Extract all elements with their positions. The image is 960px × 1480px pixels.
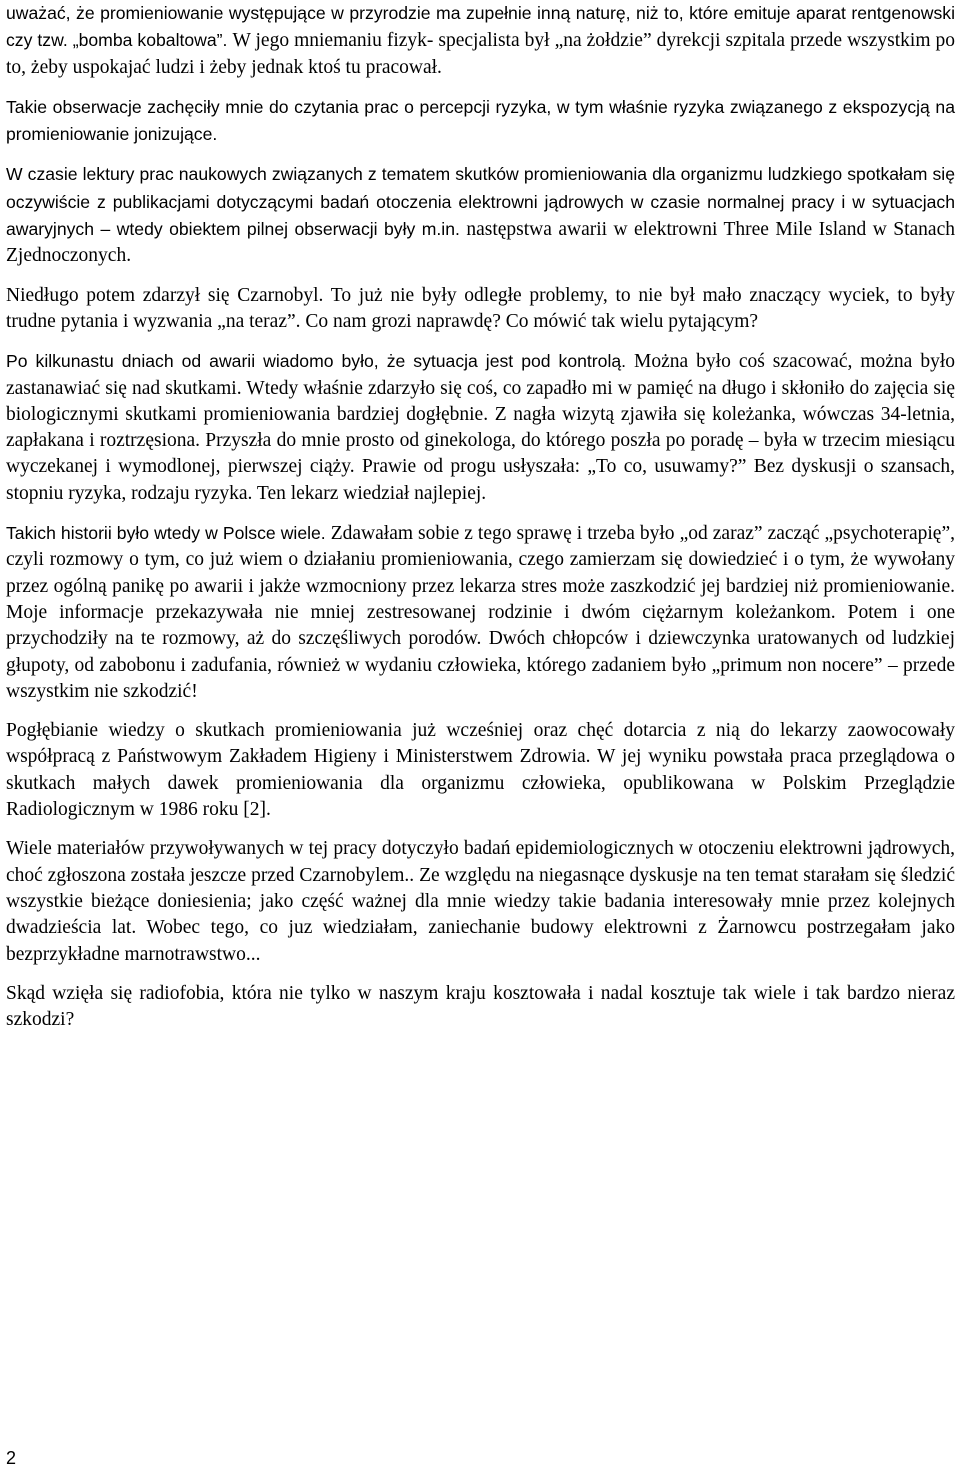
paragraph-text: Można było coś szacować, można było zastanawiać się nad skutkami. Wtedy właśnie zdarzyło się coś, co zapadło mi w pamięć na długo i skłoniło do zajęcia się biologicznymi skutkami promieniowania bardziej dogłębnie. Z nagła wizytą zjawiła się koleżanka, wówczas 34-letnia, zapłakana i roztrzęsiona. Przyszła do mnie prosto od ginekologa, do którego poszła po poradę – była w trzecim miesiącu wyczekanej i wymodlonej, pierwszej ciąży. Prawie od progu usłyszała: „To co, usuwamy?” Bez dyskusji o szansach, stopniu ryzyka, rodzaju ryzyka. Ten lekarz wiedział najlepiej. bbox=[6, 351, 955, 504]
paragraph bbox=[6, 520, 955, 705]
paragraph-text: Takie obserwacje zachęciły mnie do czytania prac o percepcji ryzyka, w tym właśnie ryzyka związanego z ekspozycją na promieniowanie jonizujące. bbox=[6, 96, 955, 145]
paragraph-text: W jego mniemaniu fizyk- specjalista był „na żołdzie” dyrekcji szpitala przede wszystkim po to, żeby uspokajać ludzi i żeby jednak ktoś tu pracował. bbox=[6, 30, 956, 78]
paragraph-text: Takich historii było wtedy w Polsce wiele. bbox=[6, 523, 331, 544]
paragraph-text: Wiele materiałów przywoływanych w tej pracy dotyczyło badań epidemiologicznych w otoczeniu elektrowni jądrowych, choć zgłoszona została jeszcze przed Czarnobylem.. Ze względu na niegasnące dyskusje na ten temat starałam się śledzić wszystkie bieżące doniesienia; jako część ważnej dla mnie wiedzy takie badania interesowały mnie przez kolejnych dwadzieścia lat. Wobec tego, co juz wiedziałam, zaniechanie budowy elektrowni z Żarnowcu postrzegałam jako bezprzykładne marnotrawstwo... bbox=[6, 838, 955, 965]
paragraph-text: uważać, że promieniowanie występujące w przyrodzie ma zupełnie inną naturę, niż to, które emituje aparat rentgenowski czy tzw. „bomba kobaltowa”. bbox=[6, 3, 955, 51]
paragraph bbox=[6, 348, 955, 507]
paragraph-text: Po kilkunastu dniach od awarii wiadomo było, że sytuacja jest pod kontrolą. bbox=[6, 351, 635, 372]
paragraph bbox=[6, 161, 955, 269]
paragraph bbox=[6, 283, 955, 336]
paragraph bbox=[6, 981, 955, 1034]
paragraph-text: Pogłębianie wiedzy o skutkach promieniowania już wcześniej oraz chęć dotarcia z nią do lekarzy zaowocowały współpracą z Państwowym Zakładem Higieny i Ministerstwem Zdrowia. W jej wyniku powstała praca przeglądowa o skutkach małych dawek promieniowania dla organizmu człowieka, opublikowana w Polskim Przeglądzie Radiologicznym w 1986 roku [2]. bbox=[6, 720, 955, 821]
paragraph-text: Zdawałam sobie z tego sprawę i trzeba było „od zaraz” zacząć „psychoterapię”, czyli rozmowy o tym, co już wiem o działaniu promieniowania, czego zamierzam się dowiedzieć i o tym, że wywołany przez ogólną panikę po awarii i jakże wzmocniony przez lekarza stres może zaszkodzić jej bardziej niż promieniowanie. Moje informacje przekazywała nie mniej zestresowanej rodzinie i dwóm ciężarnym koleżankom. Potem i one przychodziły na te rozmowy, aż do szczęśliwych porodów. Dwóch chłopców i dziewczynka uratowanych od ludzkiej głupoty, od zabobonu i zadufania, również w wydaniu człowieka, którego zadaniem było „primum non nocere” – przede wszystkim nie szkodzić! bbox=[6, 523, 955, 702]
paragraph bbox=[6, 94, 955, 149]
paragraph bbox=[6, 0, 955, 81]
document-body bbox=[6, 0, 955, 1046]
paragraph bbox=[6, 718, 955, 823]
paragraph-text: Skąd wzięła się radiofobia, która nie tylko w naszym kraju kosztowała i nadal kosztuje tak wiele i tak bardzo nieraz szkodzi? bbox=[6, 982, 955, 1031]
paragraph bbox=[6, 836, 955, 967]
page-number: 2 bbox=[6, 1448, 17, 1468]
paragraph-text: następstwa awarii w elektrowni Three Mile Island w Stanach Zjednoczonych. bbox=[6, 219, 955, 267]
paragraph-text: Niedługo potem zdarzył się Czarnobyl. To już nie były odległe problemy, to nie był mało znaczący wyciek, to były trudne pytania i wyzwania „na teraz”. Co nam grozi naprawdę? Co mówić tak wielu pytającym? bbox=[6, 284, 955, 332]
paragraph-text: W czasie lektury prac naukowych związanych z tematem skutków promieniowania dla organizmu ludzkiego spotkałam się oczywiście z publikacjami dotyczącymi badań otoczenia elektrowni jądrowych w czasie normalnej pracy i w sytuacjach awaryjnych – wtedy obiektem pilnej obserwacji były m.in. bbox=[6, 164, 955, 240]
